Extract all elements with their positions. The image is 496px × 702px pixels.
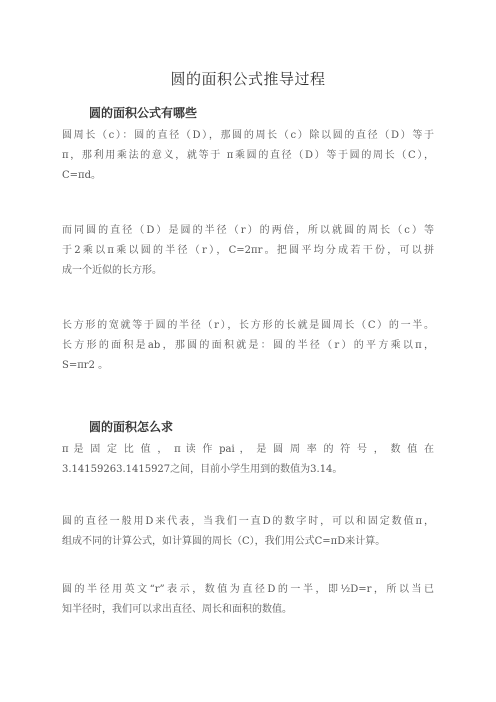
paragraph-line: 3.14159263.1415927之间，目前小学生用到的数值为3.14。	[62, 464, 343, 475]
paragraph	[62, 580, 434, 620]
paragraph	[62, 512, 434, 552]
paragraph-line: π 是 固 定 比 值 ， π 读 作 pai ， 是 圆 周 率 的 符 号 ， 数 值 在	[62, 444, 434, 455]
paragraph	[62, 221, 434, 281]
paragraph-line: 圆周长（c）：圆的直径（D），那圆的周长（c）除以圆的直径（D）等于	[62, 130, 434, 141]
section-heading: 圆的面积怎么求	[89, 420, 174, 434]
document-title: 圆的面积公式推导过程	[170, 70, 326, 88]
paragraph	[62, 440, 434, 480]
paragraph-line: C=πd。	[62, 170, 102, 181]
paragraph-line: 而同圆的直径（D）是圆的半径（r）的两倍，所以就圆的周长（c）等	[62, 225, 434, 236]
paragraph	[62, 316, 434, 376]
paragraph-line: 组成不同的计算公式，如计算圆的周长（C），我们用公式C=πD来计算。	[62, 536, 386, 547]
paragraph	[62, 126, 434, 186]
section-heading: 圆的面积公式有哪些	[89, 106, 198, 120]
paragraph-line: 成一个近似的长方形。	[62, 265, 162, 276]
paragraph-line: 长方形的面积是ab，那圆的面积就是：圆的半径（r）的平方乘以π，	[62, 340, 434, 351]
paragraph-line: 知半径时，我们可以求出直径、周长和面积的数值。	[62, 604, 292, 615]
paragraph-line: 圆的直径一般用D来代表，当我们一直D的数字时，可以和固定数值π，	[62, 516, 434, 527]
paragraph-line: π，那利用乘法的意义，就等于 π乘圆的直径（D）等于圆的周长（C），	[62, 150, 434, 161]
paragraph-line: 于2乘以π乘以圆的半径（r），C=2πr。把圆平均分成若干份，可以拼	[62, 245, 434, 256]
paragraph-line: 圆的半径用英文“r”表示，数值为直径D的一半，即½D=r，所以当已	[62, 584, 434, 595]
paragraph-line: 长方形的宽就等于圆的半径（r），长方形的长就是圆周长（C）的一半。	[62, 320, 434, 331]
paragraph-line: S=πr2 。	[62, 360, 109, 371]
